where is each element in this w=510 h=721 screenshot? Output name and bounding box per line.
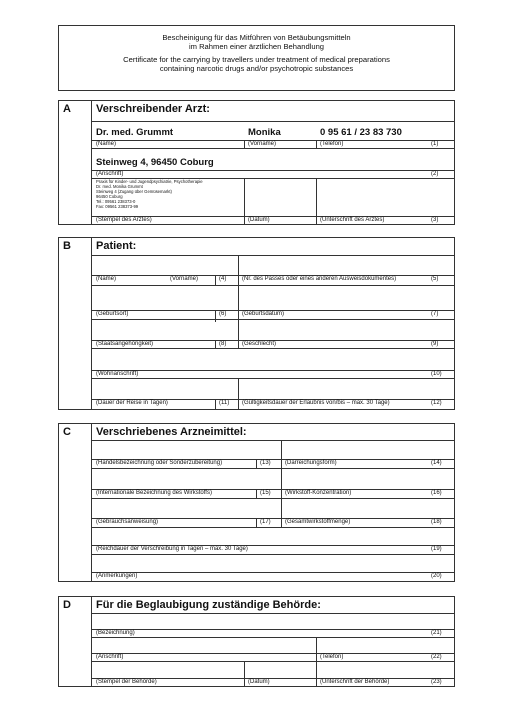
b-row5-div-a (215, 399, 216, 410)
c-row1-div-a (256, 459, 257, 468)
doctor-firstname-value: Monika (248, 127, 281, 138)
d-row3-div-a (244, 661, 245, 687)
stamp-line: Tel.: 09561 238373-0 (96, 199, 136, 204)
patient-name-label: (Name) (96, 276, 117, 282)
b-title-divider (238, 255, 239, 275)
section-a-title-rule (91, 121, 455, 122)
section-b-letter: B (63, 240, 71, 252)
stamp-line: Dr. med. Monika Grummt (96, 184, 143, 189)
field-number-21: (21) (431, 630, 442, 636)
doctor-stamp-label: (Stempel des Arztes) (96, 217, 152, 223)
b-row1-div-a (215, 275, 216, 285)
b-row1-bottom (91, 285, 455, 286)
c-row2-bottom (91, 498, 455, 499)
date-divider (316, 178, 317, 225)
field-number-9: (9) (431, 341, 439, 347)
header-line-2: im Rahmen einer ärztlichen Behandlung (188, 42, 325, 51)
b-row2-bottom (91, 319, 455, 320)
section-b-title-rule (91, 255, 455, 256)
authority-stamp-label: (Stempel der Behörde) (96, 679, 157, 685)
c-row2-div-a (256, 489, 257, 498)
d-row1-rule (91, 629, 455, 630)
stamp-line: Fax: 09561 238373-99 (96, 204, 139, 209)
b-row3-div-a (215, 340, 216, 348)
section-c-box (58, 423, 455, 582)
prescription-duration-label: (Reichdauer der Verschreibung in Tagen – max. 30 Tage) (96, 546, 248, 552)
authority-name-label: (Bezeichnung) (96, 630, 135, 636)
doctor-address-value: Steinweg 4, 96450 Coburg (96, 157, 214, 168)
section-a-title: Verschreibender Arzt: (96, 103, 210, 115)
c-row3-div-a (256, 518, 257, 527)
field-number-4: (4) (219, 276, 227, 282)
field-number-20: (20) (431, 573, 442, 579)
section-d-letter: D (63, 599, 71, 611)
section-d-title: Für die Beglaubigung zuständige Behörde: (96, 599, 321, 611)
field-number-14: (14) (431, 460, 442, 466)
section-c-letter: C (63, 426, 71, 438)
doctor-address-label: (Anschrift) (96, 171, 124, 177)
field-number-18: (18) (431, 519, 442, 525)
header-line-3: Certificate for the carrying by travellers under treatment of medical preparations (123, 55, 390, 64)
usage-label: (Gebrauchsanweisung) (96, 519, 159, 525)
c-row1-bottom (91, 468, 455, 469)
field-number-6: (6) (219, 311, 227, 317)
row-1-divider-a (244, 140, 245, 148)
stamp-line: Praxis für Kinder- und Jugendpsychiatrie, Psychotherapie (96, 179, 203, 184)
total-amount-label: (Gesamtwirkstoffmenge) (285, 519, 351, 525)
c-row4-bottom (91, 554, 455, 555)
b-row4-rule (91, 370, 455, 371)
field-number-7: (7) (431, 311, 439, 317)
header-line-1: Bescheinigung für das Mitführen von Betäubungsmitteln (162, 33, 351, 42)
field-number-5: (5) (431, 276, 439, 282)
d-row3-div-b (316, 661, 317, 687)
gender-label: (Geschlecht) (242, 341, 277, 347)
field-number-17: (17) (260, 519, 271, 525)
row-2-rule (91, 170, 455, 171)
field-number-12: (12) (431, 400, 442, 406)
field-number-2: (2) (431, 171, 439, 177)
section-a-letter: A (63, 103, 71, 115)
section-c-title-rule (91, 440, 455, 441)
remarks-label: (Anmerkungen) (96, 573, 138, 579)
field-number-11: (11) (219, 400, 230, 406)
field-number-23: (23) (431, 679, 442, 685)
section-b-box (58, 237, 455, 410)
patient-firstname-label: (Vorname) (170, 276, 199, 282)
b-row3-bottom (91, 348, 455, 349)
d-row2-rule (91, 653, 455, 654)
birthplace-label: (Geburtsort) (96, 311, 129, 317)
b-row2-div-top (238, 285, 239, 322)
section-a-letter-divider (91, 100, 92, 225)
nationality-label: (Staatsangehörigkeit) (96, 341, 154, 347)
field-number-10: (10) (431, 371, 442, 377)
authority-address-label: (Anschrift) (96, 654, 124, 660)
row-1-bottom (91, 148, 455, 149)
stamp-line: 96450 Coburg (96, 194, 123, 199)
d-row2-bottom (91, 661, 455, 662)
birthdate-label: (Geburtsdatum) (242, 311, 285, 317)
c-row2-div-top (281, 468, 282, 498)
d-row2-div-top (316, 637, 317, 661)
b-row2-div-a (215, 310, 216, 322)
authority-date-label: (Datum) (248, 679, 270, 685)
section-d-letter-divider (91, 596, 92, 687)
doctor-name-label: (Name) (96, 141, 117, 147)
b-row1-div-b (238, 275, 239, 285)
c-row5-rule (91, 572, 455, 573)
c-row3-div-top (281, 498, 282, 527)
section-b-title: Patient: (96, 240, 137, 252)
stamp-divider (244, 178, 245, 225)
field-number-16: (16) (431, 490, 442, 496)
doctor-phone-label: (Telefon) (320, 141, 344, 147)
doctor-signature-label: (Unterschrift des Arztes) (320, 217, 385, 223)
field-number-22: (22) (431, 654, 442, 660)
field-number-8: (8) (219, 341, 227, 347)
stamp-line: Steinweg 4 (Zugang über Gemüsemarkt) (96, 189, 172, 194)
field-number-3: (3) (431, 217, 439, 223)
inn-label: (Internationale Bezeichnung des Wirkstoffs) (96, 490, 212, 496)
c-row3-bottom (91, 527, 455, 528)
c-row1-div-top (281, 440, 282, 468)
doctor-date-label: (Datum) (248, 217, 270, 223)
section-c-title: Verschriebenes Arzneimittel: (96, 426, 247, 438)
validity-label: (Gültigkeitsdauer der Erlaubnis von/bis – max. 30 Tage) (242, 400, 390, 406)
field-number-13: (13) (260, 460, 271, 466)
d-row1-bottom (91, 637, 455, 638)
trip-duration-label: (Dauer der Reise in Tagen) (96, 400, 168, 406)
row-1-divider-b (316, 140, 317, 148)
doctor-firstname-label: (Vorname) (248, 141, 277, 147)
section-b-letter-divider (91, 237, 92, 410)
dosage-form-label: (Darreichungsform) (285, 460, 337, 466)
field-number-19: (19) (431, 546, 442, 552)
section-c-letter-divider (91, 423, 92, 582)
home-address-label: (Wohnanschrift) (96, 371, 139, 377)
field-number-15: (15) (260, 490, 271, 496)
doctor-name-value: Dr. med. Grummt (96, 127, 174, 138)
concentration-label: (Wirkstoff-Konzentration) (285, 490, 352, 496)
field-number-1: (1) (431, 141, 439, 147)
b-row4-bottom (91, 378, 455, 379)
header-line-4: containing narcotic drugs and/or psychotropic substances (159, 64, 354, 73)
authority-phone-label: (Telefon) (320, 654, 344, 660)
authority-signature-label: (Unterschrift der Behörde) (320, 679, 390, 685)
trade-name-label: (Handelsbezeichnung oder Sonderzubereitung) (96, 460, 223, 466)
b-row3-div-top (238, 319, 239, 348)
passport-label: (Nr. des Passes oder eines anderen Ausweisdokumentes) (242, 276, 397, 282)
b-row5-div-top (238, 378, 239, 410)
section-d-title-rule (91, 613, 455, 614)
doctor-phone-value: 0 95 61 / 23 83 730 (320, 127, 402, 138)
